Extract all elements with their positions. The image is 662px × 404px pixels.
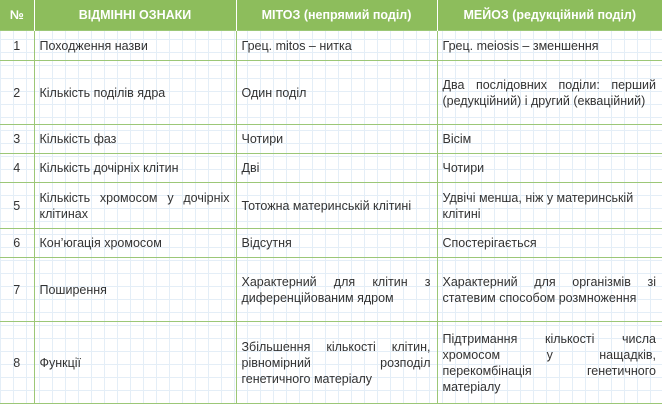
feature-cell: Кількість поділів ядра bbox=[34, 61, 236, 125]
mitosis-cell: Дві bbox=[236, 154, 437, 183]
row-number: 2 bbox=[0, 61, 34, 125]
row-number: 8 bbox=[0, 322, 34, 404]
header-mitosis: МІТОЗ (непрямий поділ) bbox=[236, 0, 437, 31]
table-row bbox=[0, 61, 662, 125]
row-number: 5 bbox=[0, 183, 34, 229]
mitosis-cell: Один поділ bbox=[236, 61, 437, 125]
header-meiosis: МЕЙОЗ (редукційний поділ) bbox=[437, 0, 662, 31]
meiosis-cell: Вісім bbox=[437, 125, 662, 154]
feature-cell: Кон’югація хромосом bbox=[34, 229, 236, 258]
header-features: ВІДМІННІ ОЗНАКИ bbox=[34, 0, 236, 31]
row-number: 3 bbox=[0, 125, 34, 154]
mitosis-cell: Характерний для клітин з диференційованим ядром bbox=[236, 258, 437, 322]
meiosis-cell: Підтримання кількості числа хромосом у нащадків, перекомбінація генетичного матеріалу bbox=[437, 322, 662, 404]
meiosis-cell: Спостерігається bbox=[437, 229, 662, 258]
feature-cell: Кількість фаз bbox=[34, 125, 236, 154]
table-row bbox=[0, 31, 662, 61]
feature-cell: Кількість дочірніх клітин bbox=[34, 154, 236, 183]
meiosis-cell: Чотири bbox=[437, 154, 662, 183]
header-number: № bbox=[0, 0, 34, 31]
mitosis-cell: Відсутня bbox=[236, 229, 437, 258]
feature-cell: Походження назви bbox=[34, 31, 236, 61]
mitosis-cell: Тотожна материнській клітині bbox=[236, 183, 437, 229]
row-number: 1 bbox=[0, 31, 34, 61]
row-number: 7 bbox=[0, 258, 34, 322]
meiosis-cell: Характерний для організмів зі статевим способом розмноження bbox=[437, 258, 662, 322]
table-row bbox=[0, 322, 662, 404]
table-row bbox=[0, 125, 662, 154]
table-row bbox=[0, 229, 662, 258]
feature-cell: Поширення bbox=[34, 258, 236, 322]
mitosis-cell: Грец. mitos – нитка bbox=[236, 31, 437, 61]
feature-cell: Функції bbox=[34, 322, 236, 404]
row-number: 6 bbox=[0, 229, 34, 258]
feature-cell: Кількість хромосом у дочірніх клітинах bbox=[34, 183, 236, 229]
mitosis-cell: Збільшення кількості клітин, рівномірний розподіл генетичного матеріалу bbox=[236, 322, 437, 404]
meiosis-cell: Два послідовних поділи: перший (редукційний) і другий (екваційний) bbox=[437, 61, 662, 125]
meiosis-cell: Грец. meiosis – зменшення bbox=[437, 31, 662, 61]
mitosis-cell: Чотири bbox=[236, 125, 437, 154]
table-row bbox=[0, 154, 662, 183]
meiosis-cell: Удвічі менша, ніж у материнській клітині bbox=[437, 183, 662, 229]
row-number: 4 bbox=[0, 154, 34, 183]
table-row bbox=[0, 183, 662, 229]
table-row bbox=[0, 258, 662, 322]
table-header-row bbox=[0, 0, 662, 31]
